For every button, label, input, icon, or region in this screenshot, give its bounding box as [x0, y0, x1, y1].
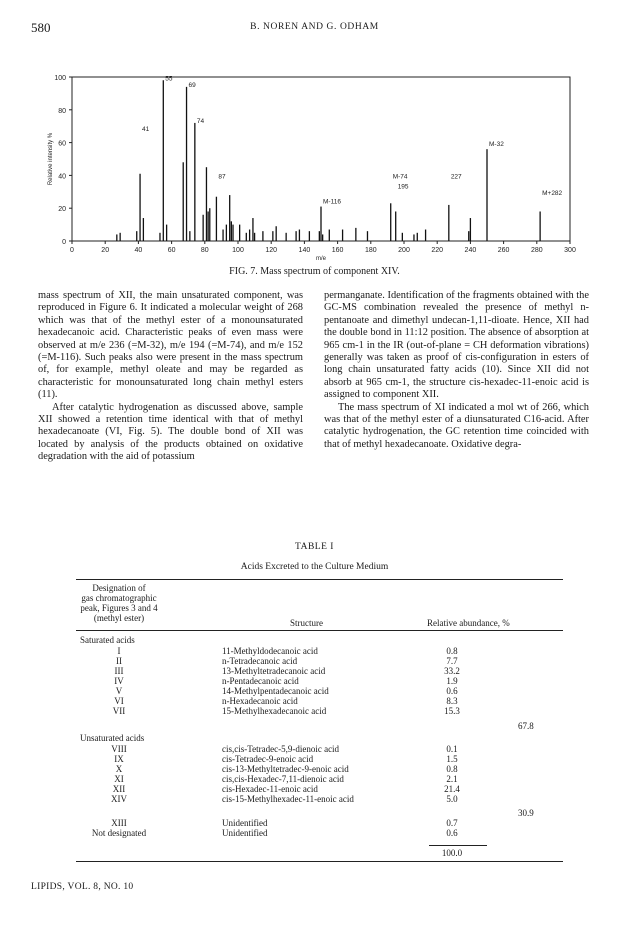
row-structure: 14-Methylpentadecanoic acid: [222, 686, 329, 696]
table-top-rule: [76, 579, 563, 580]
row-abundance: 21.4: [444, 784, 460, 794]
total-rule: [429, 845, 487, 846]
header-designation-line: Designation of: [92, 583, 146, 593]
row-structure: Unidentified: [222, 818, 268, 828]
row-designation: I: [117, 646, 121, 656]
group-heading-saturated: Saturated acids: [80, 635, 135, 645]
y-axis-label: Relative intensity %: [48, 132, 54, 186]
row-designation: IV: [114, 676, 124, 686]
peak-label: M-116: [323, 198, 341, 206]
x-tick-label: 80: [200, 247, 209, 254]
journal-footer: LIPIDS, VOL. 8, NO. 10: [31, 882, 134, 892]
row-structure: 15-Methylhexadecanoic acid: [222, 706, 327, 716]
paragraph: mass spectrum of XII, the main unsaturated component, was reproduced in Figure 6. It indicated a molecular weight of 268 which was that of the methyl ester of a monounsaturated hexadecanoic acid. Characteristic peaks of even mass were observed at m/e 236 (=M-32), m/e 194 (=M-74), and m/e 152 (=M-116). Such peaks also were present in the mass spectrum of, for example, methyl oleate and may be regarded as characteristic for monounsaturated long chain methyl esters (11).: [38, 290, 303, 401]
figure-caption: FIG. 7. Mass spectrum of component XIV.: [229, 266, 400, 277]
x-tick-label: 100: [232, 247, 244, 254]
row-designation: XI: [114, 774, 124, 784]
x-tick-label: 200: [398, 247, 410, 254]
row-structure: cis-15-Methylhexadec-11-enoic acid: [222, 794, 354, 804]
x-axis-label: m/e: [315, 256, 327, 262]
subtotal-saturated: 67.8: [518, 721, 534, 731]
row-abundance: 8.3: [446, 696, 458, 706]
peak-label: M-74: [392, 173, 408, 181]
row-structure: cis,cis-Hexadec-7,11-dienoic acid: [222, 774, 344, 784]
row-abundance: 0.1: [446, 744, 458, 754]
x-tick-label: 140: [298, 247, 311, 254]
peak-label: M-32: [489, 140, 504, 148]
x-tick-label: 300: [564, 247, 576, 254]
row-abundance: 0.8: [446, 646, 458, 656]
y-tick-label: 40: [58, 173, 66, 181]
row-structure: 11-Methyldodecanoic acid: [222, 646, 318, 656]
row-abundance: 0.8: [446, 764, 458, 774]
row-abundance: 0.6: [446, 828, 458, 838]
row-designation: Not designated: [91, 828, 147, 838]
x-tick-label: 0: [70, 247, 74, 254]
row-abundance: 7.7: [446, 656, 458, 666]
row-designation: III: [114, 666, 124, 676]
x-tick-label: 20: [101, 247, 110, 254]
paragraph: After catalytic hydrogenation as discussed above, sample XII showed a retention time identical with that of methyl hexadecanoate (VI, Fig. 5). The double bond of XII was located by analysis of the products obtained on oxidative degradation with the aid of potassium: [38, 401, 303, 463]
peak-label: 55: [165, 75, 173, 83]
row-designation: XIII: [111, 818, 127, 828]
row-designation: VI: [114, 696, 124, 706]
x-tick-label: 160: [331, 247, 344, 254]
y-tick-label: 60: [58, 140, 66, 148]
peak-label: 87: [218, 173, 226, 181]
header-designation-line: peak, Figures 3 and 4: [80, 603, 158, 613]
running-header-authors: B. NOREN AND G. ODHAM: [250, 22, 379, 32]
x-tick-label: 220: [431, 247, 444, 254]
row-structure: cis,cis-Tetradec-5,9-dienoic acid: [222, 744, 340, 754]
peak-label: M+282: [542, 190, 563, 198]
row-designation: VIII: [111, 744, 127, 754]
row-structure: 13-Methyltetradecanoic acid: [222, 666, 326, 676]
row-designation: V: [115, 686, 123, 696]
row-structure: n-Tetradecanoic acid: [222, 656, 298, 666]
peak-label: 195: [397, 183, 409, 191]
paragraph: The mass spectrum of XI indicated a mol wt of 266, which was that of the methyl ester of a diunsaturated C16-acid. After catalytic hydrogenation, the GC retention time coincided with that of methyl hexadecanoate. Oxidative degra-: [324, 401, 589, 450]
row-structure: cis-Tetradec-9-enoic acid: [222, 754, 314, 764]
x-tick-label: 260: [497, 247, 510, 254]
table-header-rule: [76, 630, 563, 631]
x-tick-label: 40: [134, 247, 143, 254]
y-tick-label: 80: [58, 107, 66, 115]
subtotal-unsaturated: 30.9: [518, 808, 534, 818]
row-designation: XIV: [111, 794, 127, 804]
left-text-column: [38, 290, 303, 464]
row-structure: cis-13-Methyltetradec-9-enoic acid: [222, 764, 349, 774]
y-tick-label: 20: [58, 206, 66, 214]
y-tick-label: 0: [62, 239, 66, 246]
row-structure: cis-Hexadec-11-enoic acid: [222, 784, 318, 794]
y-tick-label: 100: [54, 75, 66, 82]
page-number: 580: [31, 20, 51, 35]
peak-label: 69: [188, 81, 196, 89]
group-heading-unsaturated: Unsaturated acids: [80, 733, 145, 743]
row-structure: n-Pentadecanoic acid: [222, 676, 299, 686]
row-abundance: 5.0: [446, 794, 458, 804]
row-designation: X: [115, 764, 123, 774]
table-title: TABLE I: [295, 542, 334, 552]
row-structure: n-Hexadecanoic acid: [222, 696, 298, 706]
table-subtitle: Acids Excreted to the Culture Medium: [240, 562, 389, 572]
row-designation: II: [116, 656, 122, 666]
row-abundance: 0.6: [446, 686, 458, 696]
right-text-column: [324, 290, 589, 451]
peak-label: 74: [196, 117, 205, 125]
row-abundance: 0.7: [446, 818, 458, 828]
x-tick-label: 120: [265, 247, 278, 254]
row-abundance: 33.2: [444, 666, 460, 676]
table-bottom-rule: [76, 861, 563, 862]
x-tick-label: 60: [167, 247, 176, 254]
x-tick-label: 180: [364, 247, 377, 254]
row-designation: IX: [114, 754, 124, 764]
total-value: 100.0: [441, 848, 463, 858]
x-tick-label: 240: [464, 247, 477, 254]
header-structure: Structure: [290, 618, 323, 628]
row-structure: Unidentified: [222, 828, 268, 838]
header-designation-line: (methyl ester): [93, 613, 145, 623]
header-abundance: Relative abundance, %: [427, 618, 510, 628]
header-designation-line: gas chromatographic: [81, 593, 157, 603]
row-designation: XII: [112, 784, 126, 794]
row-designation: VII: [112, 706, 126, 716]
row-abundance: 1.5: [446, 754, 458, 764]
paragraph: permanganate. Identification of the fragments obtained with the GC-MS combination revealed the presence of methyl n-pentanoate and dimethyl undecan-1,11-dioate. Hence, XII had the double bond in 11:12 position. The absence of absorption at 965 cm-1 in the IR (out-of-plane = CH deformation vibrations) generally was taken as proof of cis-configuration in esters of long chain unsaturated fatty acids (10). Since XII did not absorb at 965 cm-1, the structure cis-hexadec-11-enoic acid is assigned to component XII.: [324, 290, 589, 401]
peak-label: 227: [450, 173, 462, 181]
row-abundance: 2.1: [446, 774, 458, 784]
peak-label: 41: [142, 126, 150, 134]
x-tick-label: 280: [530, 247, 543, 254]
mass-spectrum-chart: [0, 60, 629, 265]
row-abundance: 15.3: [444, 706, 460, 716]
row-abundance: 1.9: [446, 676, 458, 686]
